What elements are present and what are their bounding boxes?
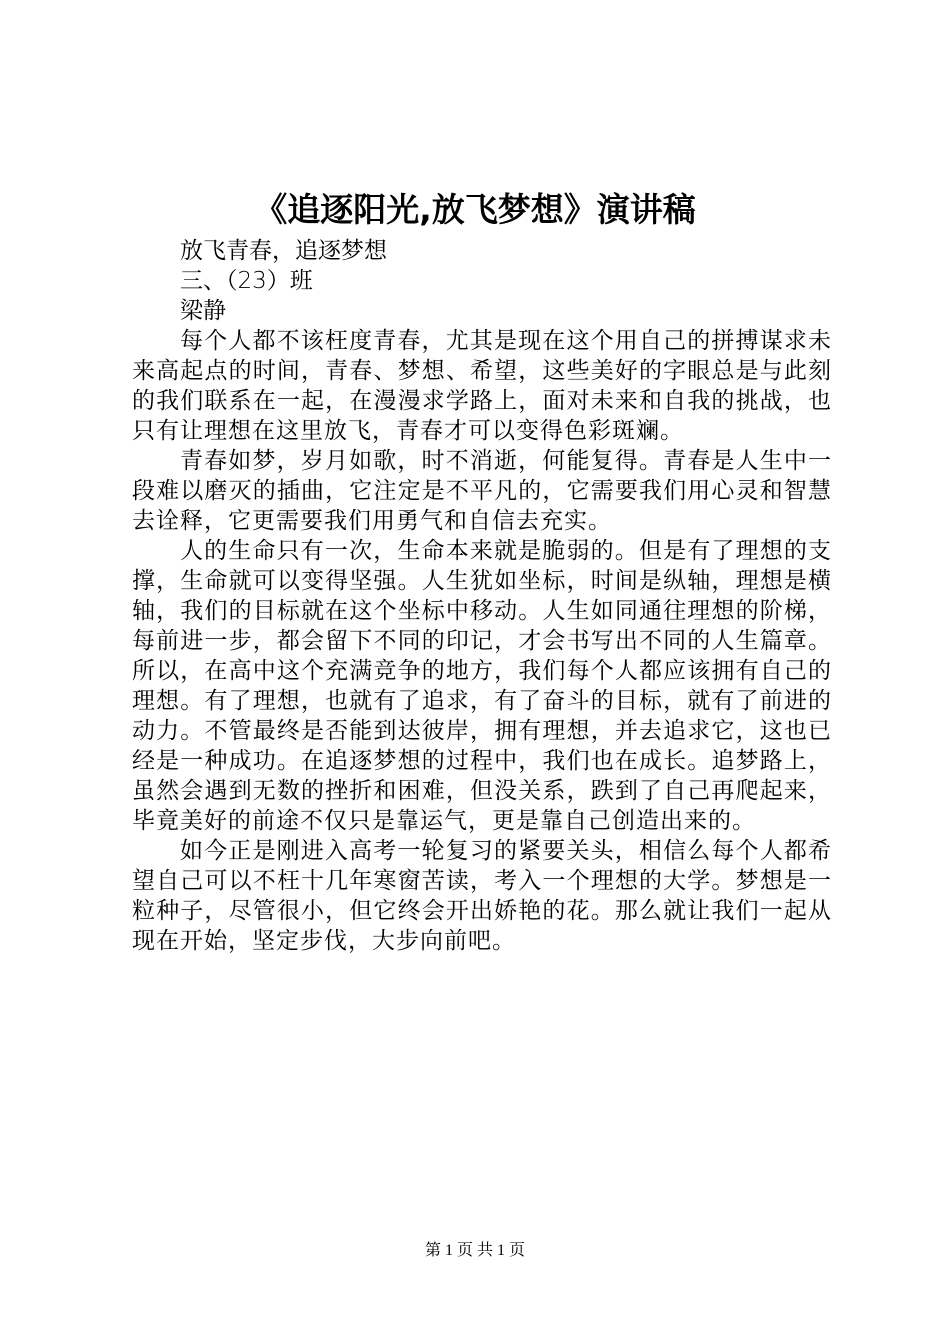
document-title: 《追逐阳光,放飞梦想》演讲稿	[254, 190, 696, 229]
paragraph-4: 如今正是刚进入高考一轮复习的紧要关头，相信么每个人都希望自己可以不枉十几年寒窗苦读，考入一个理想的大学。梦想是一粒种子，尽管很小，但它终会开出娇艳的花。那么就让我们一起从现在开始，坚定步伐，大步向前吧。	[132, 838, 832, 954]
paragraph-3: 人的生命只有一次，生命本来就是脆弱的。但是有了理想的支撑，生命就可以变得坚强。人生犹如坐标，时间是纵轴，理想是横轴，我们的目标就在这个坐标中移动。人生如同通往理想的阶梯，每前进一步，都会留下不同的印记，才会书写出不同的人生篇章。所以，在高中这个充满竞争的地方，我们每个人都应该拥有自己的理想。有了理想，也就有了追求，有了奋斗的目标，就有了前进的动力。不管最终是否能到达彼岸，拥有理想，并去追求它，这也已经是一种成功。在追逐梦想的过程中，我们也在成长。追梦路上，虽然会遇到无数的挫折和困难，但没关系，跌到了自己再爬起来，毕竟美好的前途不仅只是靠运气，更是靠自己创造出来的。	[132, 538, 832, 834]
subtitle-line: 放飞青春，追逐梦想	[180, 238, 387, 264]
paragraph-2: 青春如梦，岁月如歌，时不消逝，何能复得。青春是人生中一段难以磨灭的插曲，它注定是不平凡的，它需要我们用心灵和智慧去诠释，它更需要我们用勇气和自信去充实。	[132, 448, 832, 534]
document-body	[132, 236, 832, 956]
page-footer: 第 1 页 共 1 页	[424, 1242, 525, 1259]
class-line: 三、（23）班	[180, 268, 313, 294]
author-line: 梁静	[180, 298, 226, 324]
paragraph-1: 每个人都不该枉度青春，尤其是现在这个用自己的拼搏谋求未来高起点的时间，青春、梦想、希望，这些美好的字眼总是与此刻的我们联系在一起，在漫漫求学路上，面对未来和自我的挑战，也只有让理想在这里放飞，青春才可以变得色彩斑斓。	[132, 328, 832, 444]
